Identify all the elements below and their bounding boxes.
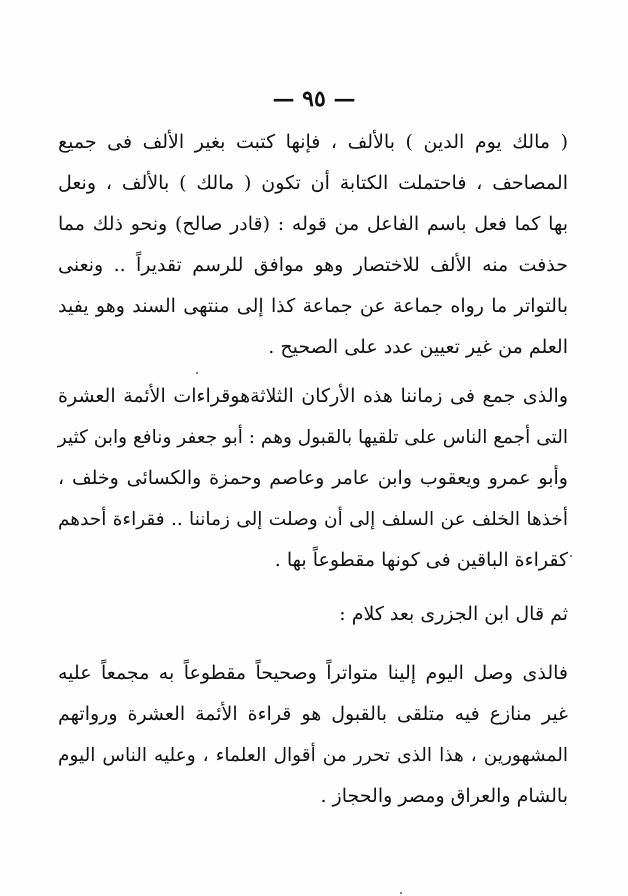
page-number: — ٩٥ — <box>272 86 356 112</box>
text-line: وأبو عمرو ويعقوب وابن عامر وعاصم وحمزة والكسائى وخلف ، <box>58 467 568 489</box>
scan-speck <box>570 555 572 557</box>
text-line: التى أجمع الناس على تلقيها بالقبول وهم : أبو جعفر ونافع وابن كثير <box>57 427 568 448</box>
text-line: المصاحف ، فاحتملت الكتابة أن تكون ( مالك ) بالألف ، ونعل <box>58 172 568 194</box>
text-line: كقراءة الباقين فى كونها مقطوعاً بها . <box>274 549 568 571</box>
scan-speck <box>196 372 198 374</box>
text-line: أخذها الخلف عن السلف إلى أن وصلت إلى زماننا .. فقراءة أحدهم <box>58 509 568 530</box>
scan-speck <box>400 892 402 894</box>
text-line: حذفت منه الألف للاختصار وهو موافق للرسم تقديراً .. ونعنى <box>58 254 568 276</box>
text-line: بالتواتر ما رواه جماعة عن جماعة كذا إلى منتهى السند وهو يفيد <box>58 295 568 317</box>
text-line: العلم من غير تعيين عدد على الصحيح . <box>268 336 568 358</box>
paragraph-qiraat-rasm <box>58 122 568 368</box>
text-line: ( مالك يوم الدين ) بالألف ، فإنها كتبت بغير الألف فى جميع <box>58 131 568 153</box>
paragraph-quote <box>58 653 568 817</box>
paragraph-ibn-jazari-intro <box>58 594 568 635</box>
text-line: ثم قال ابن الجزرى بعد كلام : <box>339 603 568 625</box>
text-line: والذى جمع فى زماننا هذه الأركان الثلاثةهوقراءات الأئمة العشرة <box>58 385 568 407</box>
text-line: فالذى وصل اليوم إلينا متواتراً وصحيحاً مقطوعاً به مجمعاً عليه <box>58 662 568 684</box>
text-line: بالشام والعراق ومصر والحجاز . <box>320 785 568 807</box>
paragraph-ten-readers <box>58 376 568 581</box>
text-line: غير منازع فيه متلقى بالقبول هو قراءة الأئمة العشرة ورواتهم <box>58 703 568 725</box>
text-line: المشهورين ، هذا الذى تحرر من أقوال العلماء ، وعليه الناس اليوم <box>58 745 568 766</box>
text-line: بها كما فعل باسم الفاعل من قوله : (قادر صالح) ونحو ذلك مما <box>58 213 568 235</box>
